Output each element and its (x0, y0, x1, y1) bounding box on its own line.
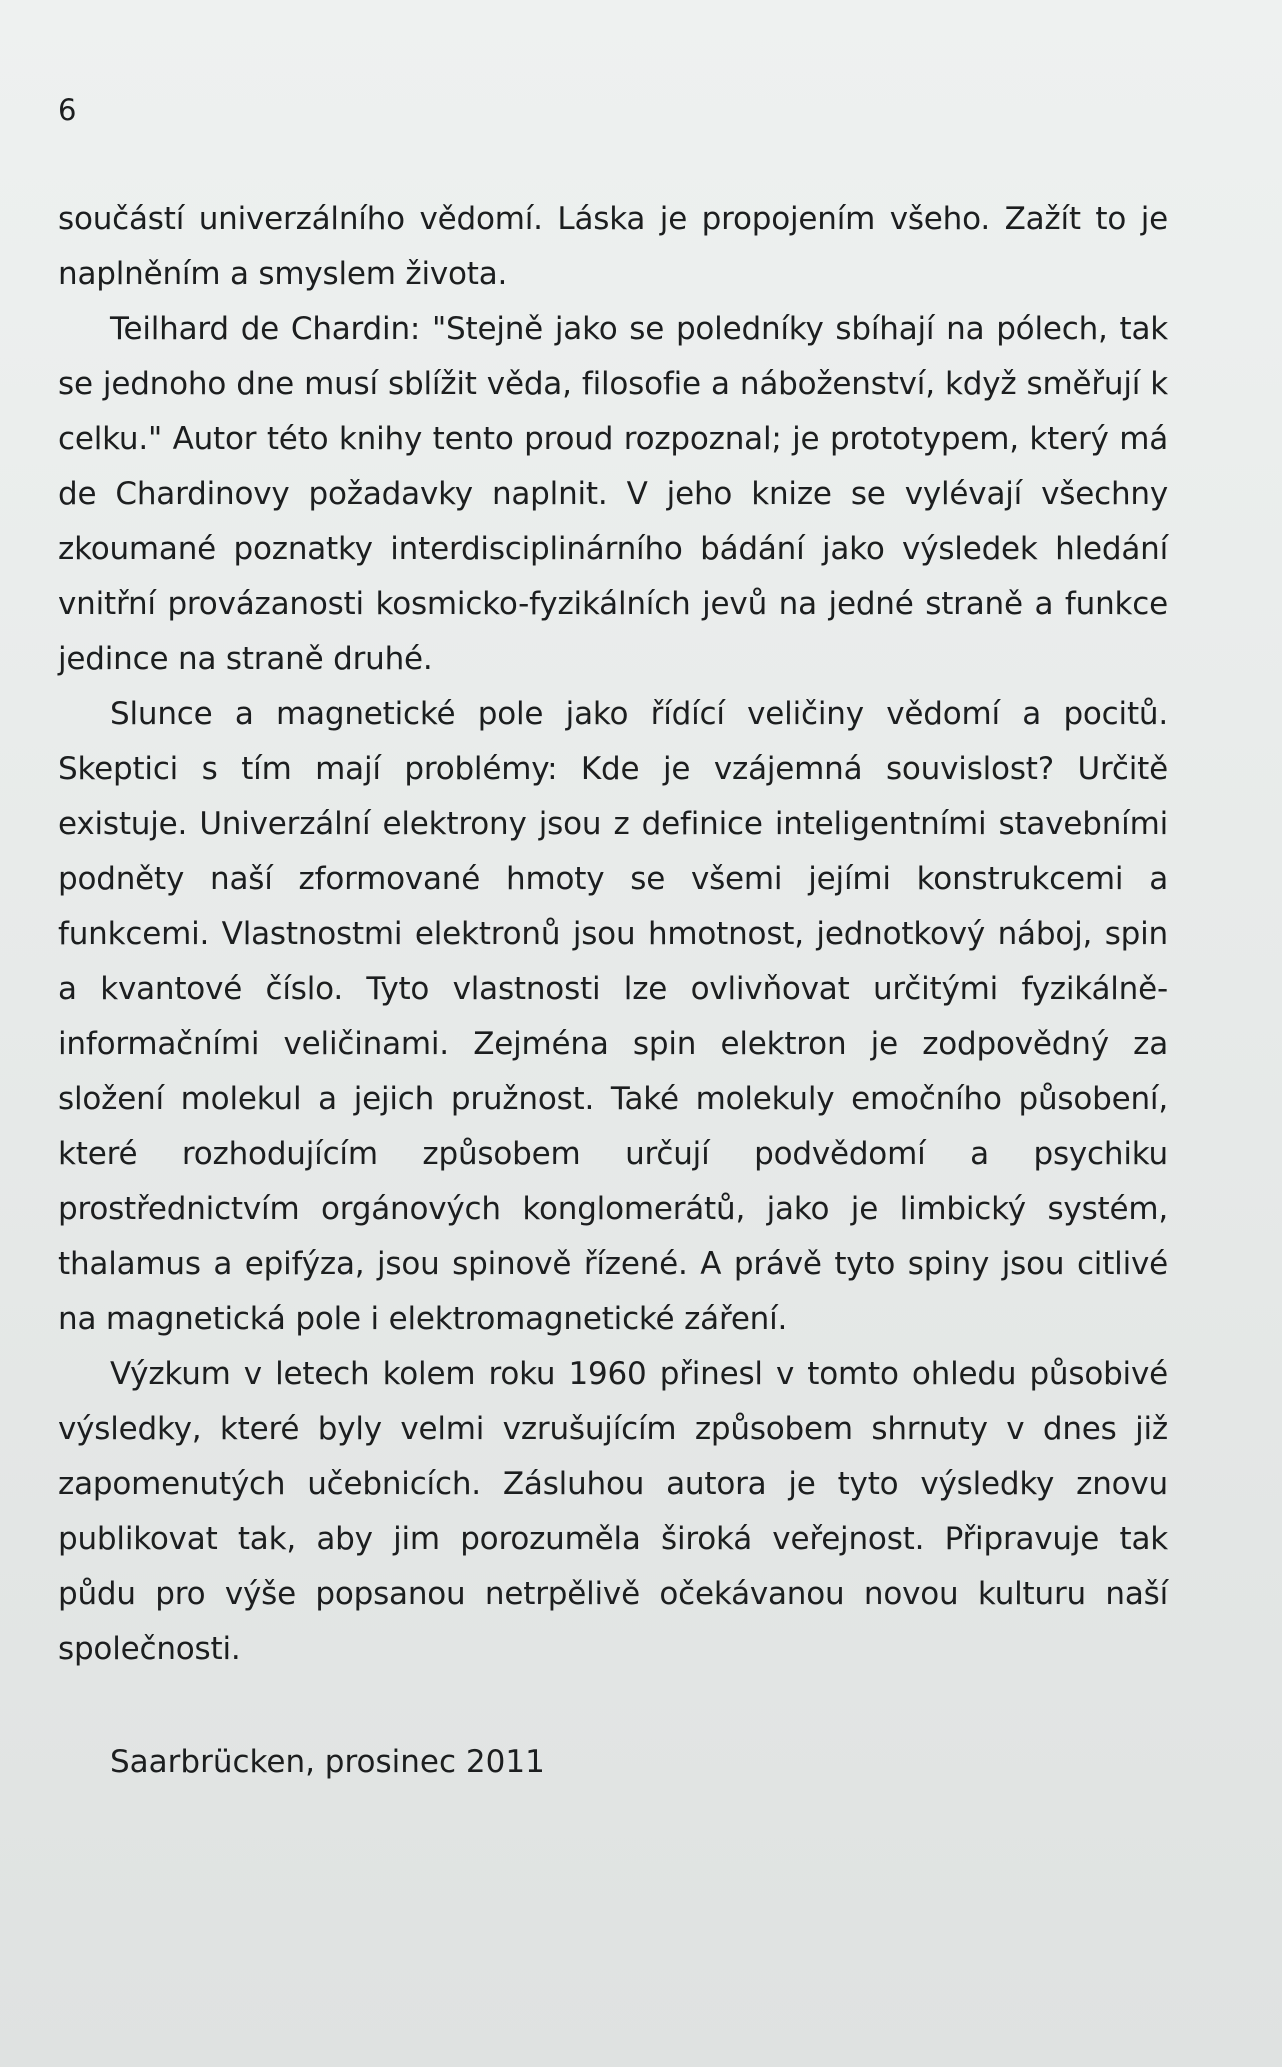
page-number: 6 (58, 93, 77, 127)
paragraph-2: Teilhard de Chardin: "Stejně jako se poledníky sbíhají na pólech, tak se jednoho dne musí sblížit věda, filosofie a náboženství, když směřují k celku." Autor této knihy tento proud rozpoznal; je prototypem, který má de Chardinovy požadavky naplnit. V jeho knize se vylévají všechny zkoumané poznatky interdisciplinárního bádání jako výsledek hledání vnitřní provázanosti kosmicko-fyzikálních jevů na jedné straně a funkce jedince na straně druhé. (58, 311, 1168, 677)
body-text (58, 192, 1168, 1677)
paragraph-3: Slunce a magnetické pole jako řídící veličiny vědomí a pocitů. Skeptici s tím mají problémy: Kde je vzájemná souvislost? Určitě existuje. Univerzální elektrony jsou z definice inteligentními stavebními podněty naší zformované hmoty se všemi jejími konstrukcemi a funkcemi. Vlastnostmi elektronů jsou hmotnost, jednotkový náboj, spin a kvantové číslo. Tyto vlastnosti lze ovlivňovat určitými fyzikálně-informačními veličinami. Zejména spin elektron je zodpovědný za složení molekul a jejich pružnost. Také molekuly emočního působení, které rozhodujícím způsobem určují podvědomí a psychiku prostřednictvím orgánových konglomerátů, jako je limbický systém, thalamus a epifýza, jsou spinově řízené. A právě tyto spiny jsou citlivé na magnetická pole i elektromagnetické záření. (58, 696, 1168, 1337)
paragraph-1: součástí univerzálního vědomí. Láska je propojením všeho. Zažít to je naplněním a smyslem života. (58, 201, 1168, 292)
place-date-signature: Saarbrücken, prosinec 2011 (110, 1744, 545, 1780)
paragraph-4: Výzkum v letech kolem roku 1960 přinesl v tomto ohledu působivé výsledky, které byly velmi vzrušujícím způsobem shrnuty v dnes již zapomenutých učebnicích. Zásluhou autora je tyto výsledky znovu publikovat tak, aby jim porozuměla široká veřejnost. Připravuje tak půdu pro výše popsanou netrpělivě očekávanou novou kulturu naší společnosti. (58, 1356, 1168, 1667)
